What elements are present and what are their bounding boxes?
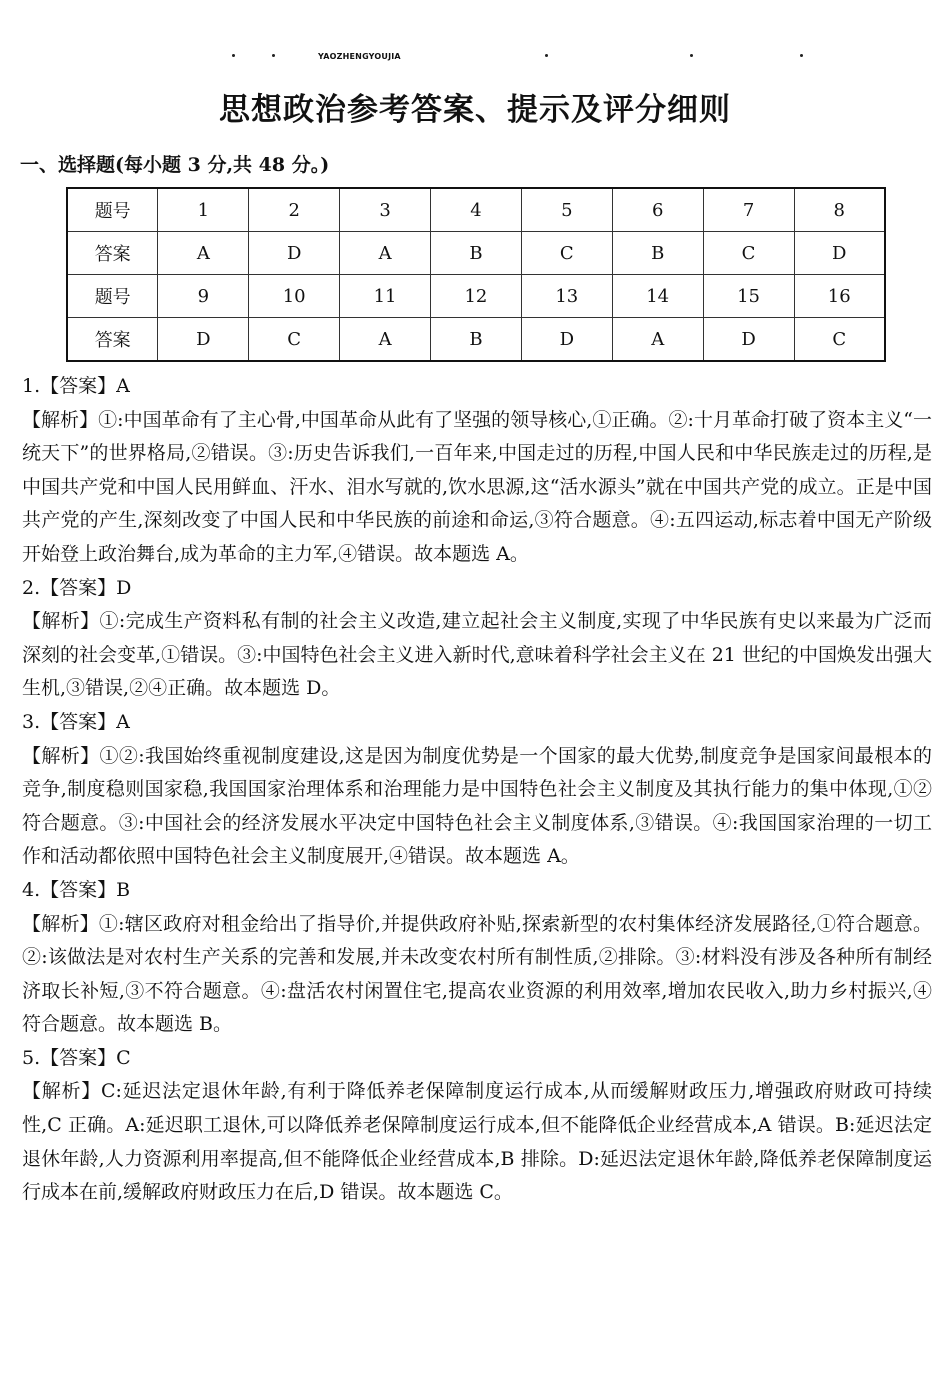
table-cell: 7: [703, 188, 794, 232]
table-cell: 11: [340, 275, 431, 318]
question-block-4: [22, 874, 932, 1042]
dot-mark: [272, 54, 275, 57]
table-cell: C: [794, 318, 885, 362]
table-cell: 题号: [67, 188, 158, 232]
table-cell: C: [521, 232, 612, 275]
table-cell: 13: [521, 275, 612, 318]
table-cell: 题号: [67, 275, 158, 318]
table-cell: D: [521, 318, 612, 362]
question-answer: 4.【答案】B: [22, 878, 131, 901]
table-row: [67, 275, 885, 318]
table-cell: A: [340, 318, 431, 362]
question-answer: 2.【答案】D: [22, 576, 132, 599]
table-cell: 答案: [67, 318, 158, 362]
table-cell: 16: [794, 275, 885, 318]
dot-mark: [690, 54, 693, 57]
brand-text: YAOZHENGYOUJIA: [318, 52, 401, 61]
table-cell: D: [703, 318, 794, 362]
table-cell: B: [612, 232, 703, 275]
question-answer: 3.【答案】A: [22, 710, 130, 733]
table-row: [67, 318, 885, 362]
question-analysis: 【解析】①:完成生产资料私有制的社会主义改造,建立起社会主义制度,实现了中华民族有史以来最为广泛而深刻的社会变革,①错误。③:中国特色社会主义进入新时代,意味着科学社会主义在 21 世纪的中国焕发出强大生机,③错误,②④正确。故本题选 D。: [22, 610, 932, 700]
table-row: [67, 232, 885, 275]
question-block-1: [22, 370, 932, 572]
table-cell: 14: [612, 275, 703, 318]
page-title: 思想政治参考答案、提示及评分细则: [219, 92, 731, 128]
question-block-3: [22, 706, 932, 874]
table-cell: A: [612, 318, 703, 362]
table-cell: 1: [158, 188, 249, 232]
table-cell: 15: [703, 275, 794, 318]
table-cell: B: [431, 232, 522, 275]
table-cell: 9: [158, 275, 249, 318]
table-cell: A: [340, 232, 431, 275]
question-analysis: 【解析】①:中国革命有了主心骨,中国革命从此有了坚强的领导核心,①正确。②:十月革命打破了资本主义“一统天下”的世界格局,②错误。③:历史告诉我们,一百年来,中国走过的历程,中国人民和中华民族走过的历程,是中国共产党和中国人民用鲜血、汗水、泪水写就的,饮水思源,这“活水源头”就在中国共产党的成立。正是中国共产党的产生,深刻改变了中国人民和中华民族的前途和命运,③符合题意。④:五四运动,标志着中国无产阶级开始登上政治舞台,成为革命的主力军,④错误。故本题选 A。: [22, 408, 932, 565]
dot-mark: [800, 54, 803, 57]
table-cell: C: [703, 232, 794, 275]
table-cell: D: [158, 318, 249, 362]
table-cell: C: [249, 318, 340, 362]
question-analysis: 【解析】①②:我国始终重视制度建设,这是因为制度优势是一个国家的最大优势,制度竞争是国家间最根本的竞争,制度稳则国家稳,我国国家治理体系和治理能力是中国特色社会主义制度及其执行能力的集中体现,①②符合题意。③:中国社会的经济发展水平决定中国特色社会主义制度体系,③错误。④:我国国家治理的一切工作和活动都依照中国特色社会主义制度展开,④错误。故本题选 A。: [22, 744, 932, 868]
header-mark: [0, 52, 950, 66]
question-analysis: 【解析】①:辖区政府对租金给出了指导价,并提供政府补贴,探索新型的农村集体经济发展路径,①符合题意。②:该做法是对农村生产关系的完善和发展,并未改变农村所有制性质,②排除。③:材料没有涉及各种所有制经济取长补短,③不符合题意。④:盘活农村闲置住宅,提高农业资源的利用效率,增加农民收入,助力乡村振兴,④符合题意。故本题选 B。: [22, 912, 932, 1036]
table-cell: 答案: [67, 232, 158, 275]
question-analysis: 【解析】C:延迟法定退休年龄,有利于降低养老保障制度运行成本,从而缓解财政压力,增强政府财政可持续性,C 正确。A:延迟职工退休,可以降低养老保障制度运行成本,但不能降低企业经营成本,A 错误。B:延迟法定退休年龄,人力资源利用率提高,但不能降低企业经营成本,B 排除。D:延迟法定退休年龄,降低养老保障制度运行成本在前,缓解政府财政压力在后,D 错误。故本题选 C。: [22, 1080, 932, 1204]
answer-explanations: [22, 370, 932, 1210]
question-block-2: [22, 572, 932, 706]
section-heading: 一、选择题(每小题 3 分,共 48 分。): [20, 154, 330, 176]
table-cell: B: [431, 318, 522, 362]
question-answer: 1.【答案】A: [22, 375, 130, 397]
table-cell: 5: [521, 188, 612, 232]
table-cell: 4: [431, 188, 522, 232]
table-cell: 12: [431, 275, 522, 318]
table-cell: D: [794, 232, 885, 275]
table-cell: 6: [612, 188, 703, 232]
table-cell: 2: [249, 188, 340, 232]
table-cell: 8: [794, 188, 885, 232]
table-cell: D: [249, 232, 340, 275]
dot-mark: [545, 54, 548, 57]
table-cell: 3: [340, 188, 431, 232]
table-cell: 10: [249, 275, 340, 318]
question-block-5: [22, 1042, 932, 1210]
dot-mark: [232, 54, 235, 57]
answer-table: [66, 187, 886, 362]
table-row: [67, 188, 885, 232]
question-answer: 5.【答案】C: [22, 1046, 131, 1069]
table-cell: A: [158, 232, 249, 275]
